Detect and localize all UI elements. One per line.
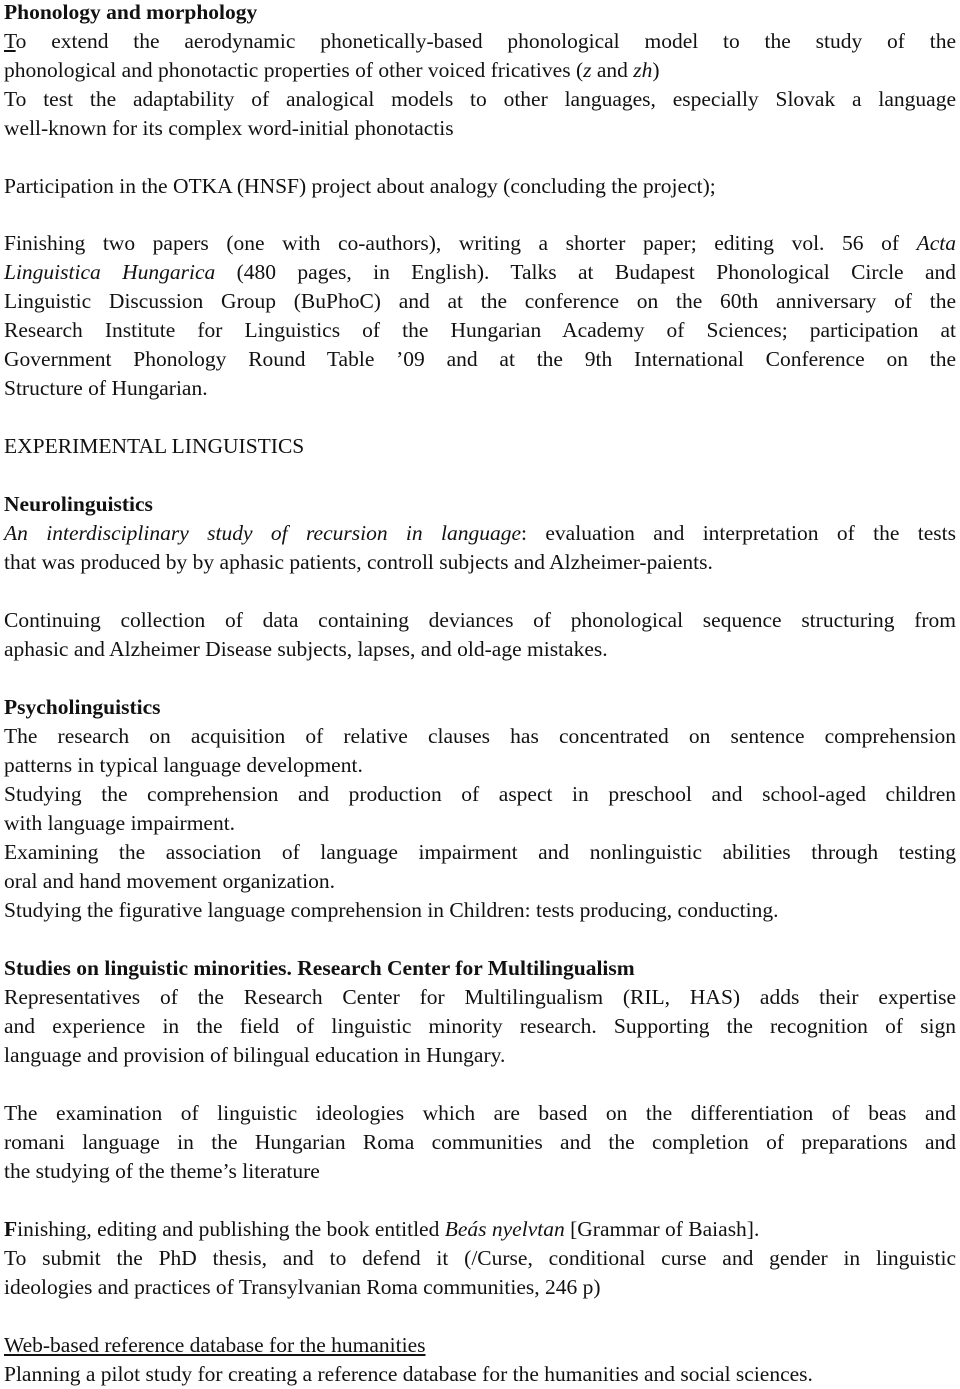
phonology-p4-line6: Structure of Hungarian.: [4, 376, 208, 400]
minorities-p3-line1: Finishing, editing and publishing the book entitled Beás nyelvtan [Grammar of Baiash].: [4, 1217, 760, 1241]
psycho-line7: Studying the figurative language comprehension in Children: tests producing, conducting.: [4, 898, 779, 922]
neuro-p1-line2: that was produced by by aphasic patients, controll subjects and Alzheimer-paients.: [4, 550, 713, 574]
phonology-p4-line4: Research Institute for Linguistics of the Hungarian Academy of Sciences; participation at: [4, 318, 956, 342]
minorities-p1-line3: language and provision of bilingual education in Hungary.: [4, 1043, 506, 1067]
phonology-p1-line2: phonological and phonotactic properties of other voiced fricatives (z and zh): [4, 58, 660, 82]
psycho-line1: The research on acquisition of relative clauses has concentrated on sentence comprehension: [4, 724, 956, 748]
minorities-p2-line2: romani language in the Hungarian Roma communities and the completion of preparations and: [4, 1130, 956, 1154]
phonology-p4-line2: Linguistica Hungarica (480 pages, in English). Talks at Budapest Phonological Circle and: [4, 260, 956, 284]
webdb-heading: Web-based reference database for the humanities: [4, 1333, 426, 1357]
neuro-p2-line2: aphasic and Alzheimer Disease subjects, lapses, and old-age mistakes.: [4, 637, 608, 661]
experimental-linguistics-title: EXPERIMENTAL LINGUISTICS: [4, 434, 305, 458]
minorities-p3-line2: To submit the PhD thesis, and to defend it (/Curse, conditional curse and gender in linguistic: [4, 1246, 956, 1270]
webdb-line1: Planning a pilot study for creating a reference database for the humanities and social sciences.: [4, 1362, 813, 1386]
minorities-p2-line3: the studying of the theme’s literature: [4, 1159, 320, 1183]
psycho-line4: with language impairment.: [4, 811, 236, 835]
minorities-heading: Studies on linguistic minorities. Research Center for Multilingualism: [4, 956, 635, 980]
phonology-heading: Phonology and morphology: [4, 0, 258, 24]
phonology-p3: Participation in the OTKA (HNSF) project about analogy (concluding the project);: [4, 174, 716, 198]
minorities-p1-line1: Representatives of the Research Center for Multilingualism (RIL, HAS) adds their expertise: [4, 985, 956, 1009]
phonology-p4-line5: Government Phonology Round Table ’09 and at the 9th International Conference on the: [4, 347, 956, 371]
psycho-line2: patterns in typical language development.: [4, 753, 363, 777]
psycholinguistics-heading: Psycholinguistics: [4, 695, 161, 719]
neuro-p1-line1: An interdisciplinary study of recursion in language: evaluation and interpretation of the tests: [4, 521, 956, 545]
phonology-p2-line2: well-known for its complex word-initial phonotactis: [4, 116, 454, 140]
psycho-line3: Studying the comprehension and production of aspect in preschool and school-aged children: [4, 782, 956, 806]
minorities-p2-line1: The examination of linguistic ideologies which are based on the differentiation of beas and: [4, 1101, 956, 1125]
phonology-p2-line1: To test the adaptability of analogical models to other languages, especially Slovak a language: [4, 87, 956, 111]
neurolinguistics-heading: Neurolinguistics: [4, 492, 153, 516]
minorities-p1-line2: and experience in the field of linguistic minority research. Supporting the recognition of sign: [4, 1014, 956, 1038]
psycho-line6: oral and hand movement organization.: [4, 869, 335, 893]
neuro-p2-line1: Continuing collection of data containing deviances of phonological sequence structuring from: [4, 608, 956, 632]
psycho-line5: Examining the association of language impairment and nonlinguistic abilities through testing: [4, 840, 956, 864]
phonology-p4-line1: Finishing two papers (one with co-authors), writing a shorter paper; editing vol. 56 of Acta: [4, 231, 956, 255]
minorities-p3-line3: ideologies and practices of Transylvanian Roma communities, 246 p): [4, 1275, 601, 1299]
phonology-p1-line1: To extend the aerodynamic phonetically-based phonological model to the study of the: [4, 29, 956, 53]
phonology-p4-line3: Linguistic Discussion Group (BuPhoC) and at the conference on the 60th anniversary of the: [4, 289, 956, 313]
